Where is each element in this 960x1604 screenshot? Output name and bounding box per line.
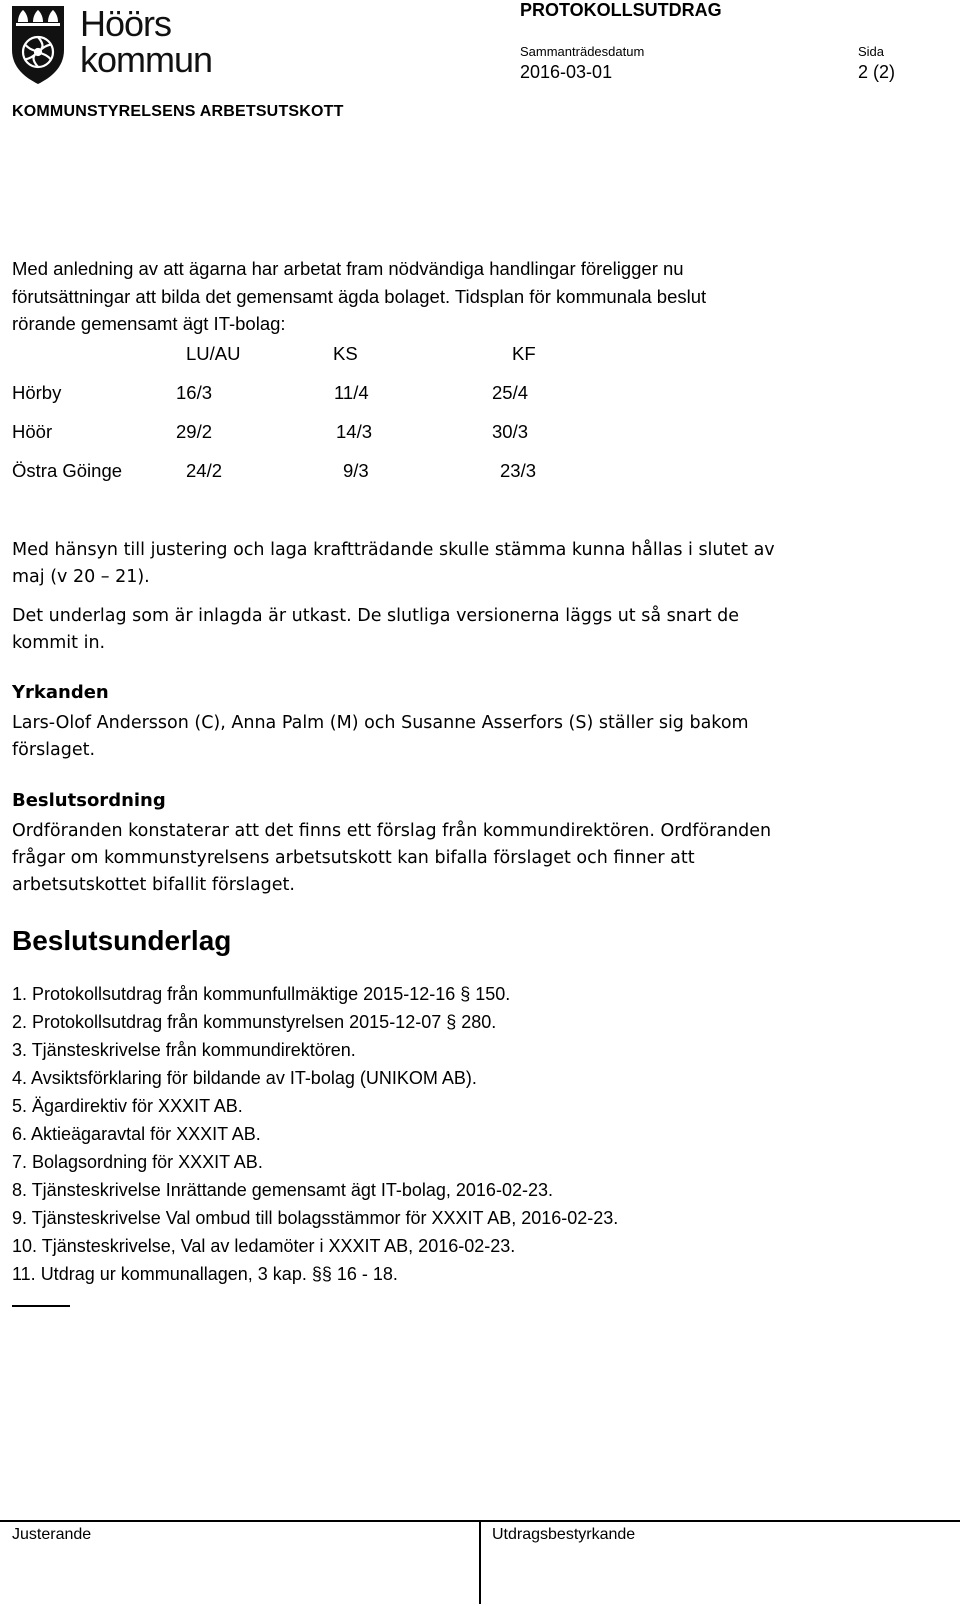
table-cell: 9/3 xyxy=(343,460,369,481)
list-item: 5. Ägardirektiv för XXXIT AB. xyxy=(12,1096,243,1116)
paragraph-line: Ordföranden konstaterar att det finns ett förslag från kommundirektören. Ordföranden xyxy=(12,821,772,841)
table-cell: 11/4 xyxy=(334,382,369,403)
municipality-logo xyxy=(10,4,230,86)
committee-name: KOMMUNSTYRELSENS ARBETSUTSKOTT xyxy=(12,103,344,120)
footer-column-divider xyxy=(479,1520,481,1604)
beslutsordning-paragraph xyxy=(12,818,912,899)
paragraph-line: Lars-Olof Andersson (C), Anna Palm (M) och Susanne Asserfors (S) ställer sig bakom xyxy=(12,713,749,733)
row-name: Höör xyxy=(12,421,53,442)
coat-of-arms-icon xyxy=(10,4,66,86)
document-type: PROTOKOLLSUTDRAG xyxy=(520,0,722,20)
justerande-label: Justerande xyxy=(12,1526,92,1543)
list-item: 10. Tjänsteskrivelse, Val av ledamöter i XXXIT AB, 2016-02-23. xyxy=(12,1236,516,1256)
table-cell: 23/3 xyxy=(500,460,537,481)
paragraph-line: kommit in. xyxy=(12,633,106,653)
table-cell: 14/3 xyxy=(336,421,373,442)
table-cell: 30/3 xyxy=(492,421,529,442)
table-cell: 25/4 xyxy=(492,382,529,403)
column-header: KF xyxy=(512,343,536,364)
yrkanden-paragraph xyxy=(12,710,912,764)
list-item: 8. Tjänsteskrivelse Inrättande gemensamt ägt IT-bolag, 2016-02-23. xyxy=(12,1180,553,1200)
beslutsordning-heading: Beslutsordning xyxy=(12,790,166,811)
row-name: Östra Göinge xyxy=(12,460,123,481)
list-item: 4. Avsiktsförklaring för bildande av IT-bolag (UNIKOM AB). xyxy=(12,1068,477,1088)
draft-note-paragraph xyxy=(12,603,912,657)
table-cell: 24/2 xyxy=(186,460,223,481)
logo-text-line1: Höörs xyxy=(80,3,172,44)
paragraph-line: förslaget. xyxy=(12,740,96,760)
intro-line: förutsättningar att bilda det gemensamt ägda bolaget. Tidsplan för kommunala beslut xyxy=(12,285,707,307)
utdragsbestyrkande-label: Utdragsbestyrkande xyxy=(492,1526,636,1543)
paragraph-line: arbetsutskottet bifallit förslaget. xyxy=(12,875,295,895)
list-item: 7. Bolagsordning för XXXIT AB. xyxy=(12,1152,263,1172)
paragraph-line: maj (v 20 – 21). xyxy=(12,567,150,587)
column-header: LU/AU xyxy=(186,343,241,364)
paragraph-line: Det underlag som är inlagda är utkast. De slutliga versionerna läggs ut så snart de xyxy=(12,606,740,626)
meeting-date-value: 2016-03-01 xyxy=(520,62,613,82)
paragraph-line: Med hänsyn till justering och laga kraftträdande skulle stämma kunna hållas i slutet av xyxy=(12,540,775,560)
list-item: 3. Tjänsteskrivelse från kommundirektören. xyxy=(12,1040,356,1060)
intro-line: rörande gemensamt ägt IT-bolag: xyxy=(12,313,286,334)
list-item: 2. Protokollsutdrag från kommunstyrelsen 2015-12-07 § 280. xyxy=(12,1012,497,1032)
logo-text-line2: kommun xyxy=(80,39,213,80)
intro-line: Med anledning av att ägarna har arbetat fram nödvändiga handlingar föreligger nu xyxy=(12,258,684,279)
timing-paragraph xyxy=(12,537,912,591)
list-item: 11. Utdrag ur kommunallagen, 3 kap. §§ 16 - 18. xyxy=(12,1264,398,1284)
intro-paragraph xyxy=(12,255,912,338)
meeting-date-label: Sammanträdesdatum xyxy=(520,44,645,59)
page-label: Sida xyxy=(858,44,885,59)
list-item: 6. Aktieägaravtal för XXXIT AB. xyxy=(12,1124,261,1144)
column-header: KS xyxy=(333,343,358,364)
row-name: Hörby xyxy=(12,382,62,403)
beslutsunderlag-heading: Beslutsunderlag xyxy=(12,925,232,956)
end-rule-divider xyxy=(12,1305,70,1307)
page-number: 2 (2) xyxy=(858,62,896,82)
list-item: 9. Tjänsteskrivelse Val ombud till bolagsstämmor för XXXIT AB, 2016-02-23. xyxy=(12,1208,619,1228)
table-cell: 16/3 xyxy=(176,382,213,403)
table-cell: 29/2 xyxy=(176,421,213,442)
list-item: 1. Protokollsutdrag från kommunfullmäktige 2015-12-16 § 150. xyxy=(12,984,511,1004)
yrkanden-heading: Yrkanden xyxy=(12,682,109,703)
paragraph-line: frågar om kommunstyrelsens arbetsutskott kan bifalla förslaget och finner att xyxy=(12,848,695,868)
